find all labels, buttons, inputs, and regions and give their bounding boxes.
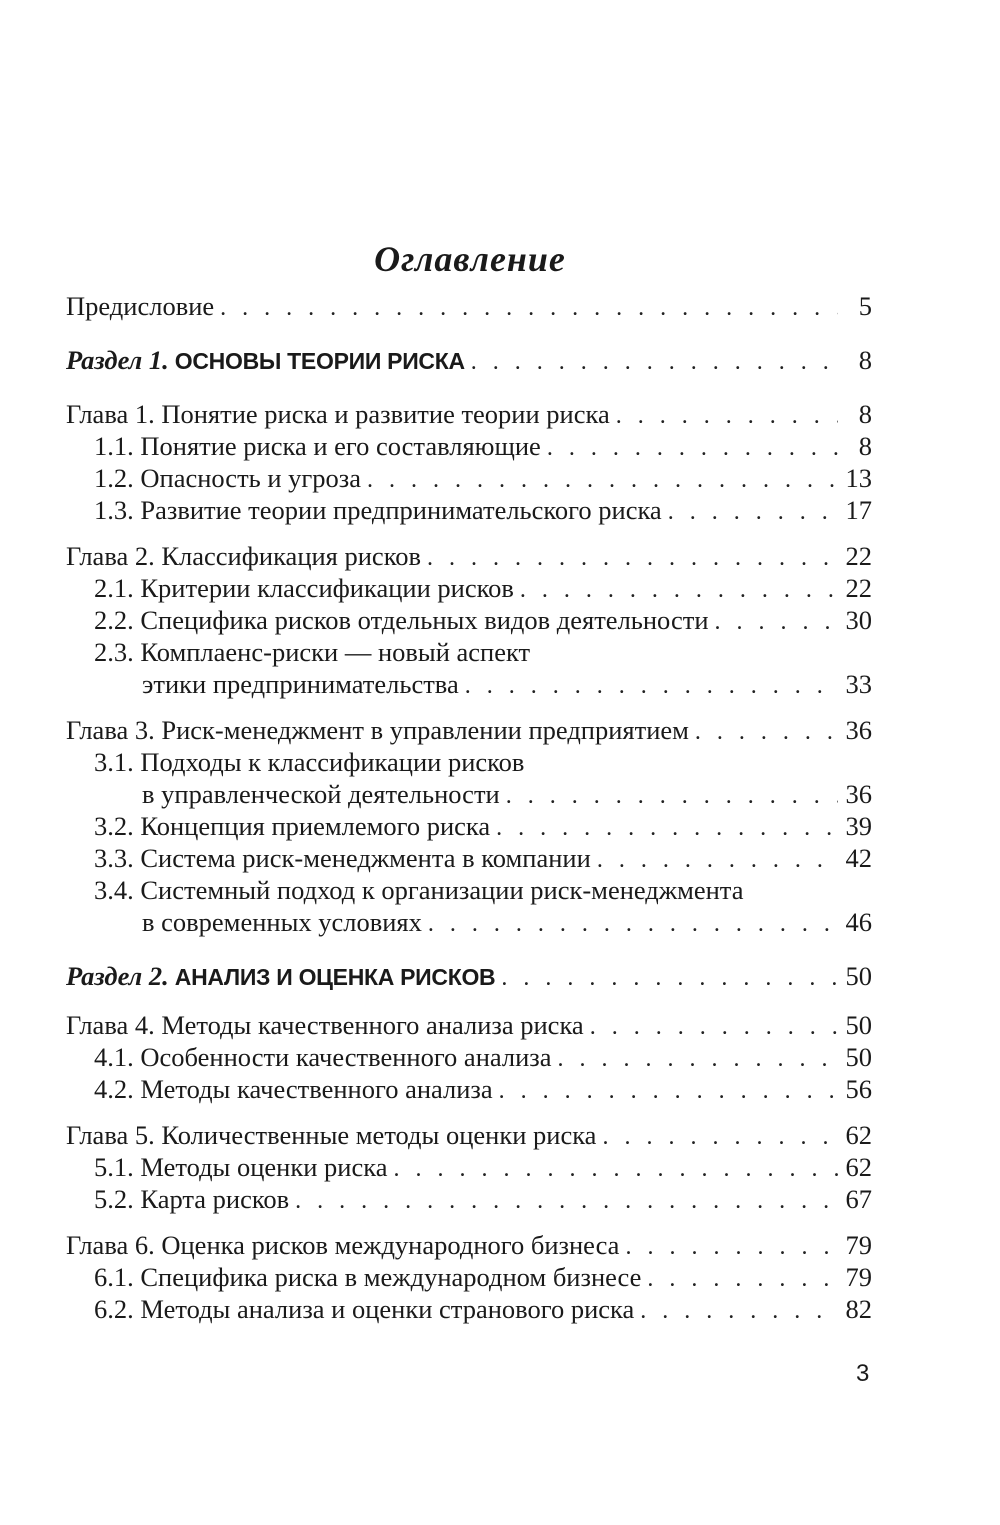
leader-dots [715,606,839,638]
leader-dots [558,1043,838,1075]
toc-item-6-2[interactable] [66,1293,872,1325]
leader-dots [590,1011,838,1043]
entry-label: 2.2. Специфика рисков отдельных видов деятельности [94,605,709,635]
toc-chapter-2[interactable] [66,540,872,572]
leader-dots [520,574,838,606]
toc-item-3-1[interactable] [66,746,872,778]
toc-item-2-3-cont[interactable] [66,668,872,700]
entry-page: 82 [845,1294,872,1324]
section-label: Раздел 2. [66,961,169,991]
leader-dots [367,464,838,496]
toc-item-4-2[interactable] [66,1073,872,1105]
entry-label: 2.1. Критерии классификации рисков [94,573,514,603]
entry-label: Глава 2. Классификация рисков [66,541,421,571]
leader-dots [668,496,838,528]
leader-dots [499,1075,838,1107]
entry-label-continuation: в современных условиях [142,907,422,937]
entry-page: 36 [845,779,872,809]
entry-page: 13 [845,463,872,493]
toc-item-3-1-cont[interactable] [66,778,872,810]
leader-dots [393,1153,838,1185]
entry-label: 5.2. Карта рисков [94,1184,290,1214]
toc-chapter-5[interactable] [66,1119,872,1151]
entry-label: 1.2. Опасность и угроза [94,463,362,493]
entry-label-continuation: в управленческой деятельности [142,779,500,809]
toc-chapter-6[interactable] [66,1229,872,1261]
leader-dots [506,780,838,812]
entry-label: 3.3. Система риск-менеджмента в компании [94,843,591,873]
entry-label: Глава 3. Риск-менеджмент в управлении предприятием [66,715,689,745]
entry-page: 50 [845,1010,872,1040]
leader-dots [220,292,838,324]
entry-label: 3.1. Подходы к классификации рисков [94,747,525,777]
toc-item-2-3[interactable] [66,636,872,668]
entry-page: 62 [845,1120,872,1150]
leader-dots [547,432,838,464]
toc-item-3-2[interactable] [66,810,872,842]
leader-dots [616,400,838,432]
section-title: АНАЛИЗ И ОЦЕНКА РИСКОВ [174,964,496,990]
entry-page: 42 [845,843,872,873]
entry-page: 22 [845,573,872,603]
entry-page: 17 [845,495,872,525]
entry-label: 6.1. Специфика риска в международном бизнесе [94,1262,642,1292]
entry-page: 22 [845,541,872,571]
entry-label: 3.2. Концепция приемлемого риска [94,811,491,841]
toc-item-6-1[interactable] [66,1261,872,1293]
table-of-contents [66,290,872,1325]
leader-dots [597,844,838,876]
leader-dots [427,542,838,574]
section-label: Раздел 1. [66,345,169,375]
entry-page: 50 [845,1042,872,1072]
leader-dots [428,908,838,940]
entry-label: 2.3. Комплаенс-риски — новый аспект [94,637,531,667]
entry-label: 3.4. Системный подход к организации риск-менеджмента [94,875,744,905]
entry-page: 56 [845,1074,872,1104]
entry-page: 8 [858,399,872,429]
toc-chapter-4[interactable] [66,1009,872,1041]
toc-section-2[interactable] [66,960,872,992]
section-title: ОСНОВЫ ТЕОРИИ РИСКА [174,348,465,374]
toc-item-3-4-cont[interactable] [66,906,872,938]
leader-dots [501,962,838,994]
leader-dots [471,346,838,378]
leader-dots [625,1231,838,1263]
toc-item-1-2[interactable] [66,462,872,494]
entry-page: 62 [845,1152,872,1182]
entry-page: 39 [845,811,872,841]
entry-label: 1.1. Понятие риска и его составляющие [94,431,541,461]
toc-item-3-3[interactable] [66,842,872,874]
entry-label: Глава 4. Методы качественного анализа риска [66,1010,584,1040]
entry-label-continuation: этики предпринимательства [142,669,459,699]
leader-dots [640,1295,838,1327]
entry-page: 46 [845,907,872,937]
page-number: 3 [856,1360,870,1387]
toc-item-5-2[interactable] [66,1183,872,1215]
toc-item-1-1[interactable] [66,430,872,462]
entry-page: 36 [845,715,872,745]
entry-label: 4.2. Методы качественного анализа [94,1074,493,1104]
toc-item-5-1[interactable] [66,1151,872,1183]
entry-label: Предисловие [66,291,215,321]
toc-entry-preface[interactable] [66,290,872,322]
leader-dots [496,812,838,844]
toc-item-3-4[interactable] [66,874,872,906]
entry-label: Глава 6. Оценка рисков международного бизнеса [66,1230,620,1260]
entry-label: Глава 5. Количественные методы оценки риска [66,1120,597,1150]
leader-dots [295,1185,838,1217]
toc-item-2-1[interactable] [66,572,872,604]
entry-page: 5 [858,291,872,321]
toc-item-4-1[interactable] [66,1041,872,1073]
entry-label: 6.2. Методы анализа и оценки странового риска [94,1294,635,1324]
entry-label: 1.3. Развитие теории предпринимательского риска [94,495,662,525]
leader-dots [647,1263,838,1295]
entry-page: 30 [845,605,872,635]
leader-dots [602,1121,838,1153]
entry-page: 50 [845,961,872,991]
toc-chapter-1[interactable] [66,398,872,430]
toc-title: Оглавление [374,239,566,279]
entry-page: 8 [858,431,872,461]
leader-dots [695,716,838,748]
entry-page: 33 [845,669,872,699]
entry-label: 5.1. Методы оценки риска [94,1152,388,1182]
entry-page: 79 [845,1230,872,1260]
entry-page: 8 [858,345,872,375]
toc-item-2-2[interactable] [66,604,872,636]
entry-label: 4.1. Особенности качественного анализа [94,1042,552,1072]
toc-section-1[interactable] [66,344,872,376]
leader-dots [465,670,838,702]
toc-item-1-3[interactable] [66,494,872,526]
entry-page: 79 [845,1262,872,1292]
entry-page: 67 [845,1184,872,1214]
toc-chapter-3[interactable] [66,714,872,746]
entry-label: Глава 1. Понятие риска и развитие теории риска [66,399,610,429]
